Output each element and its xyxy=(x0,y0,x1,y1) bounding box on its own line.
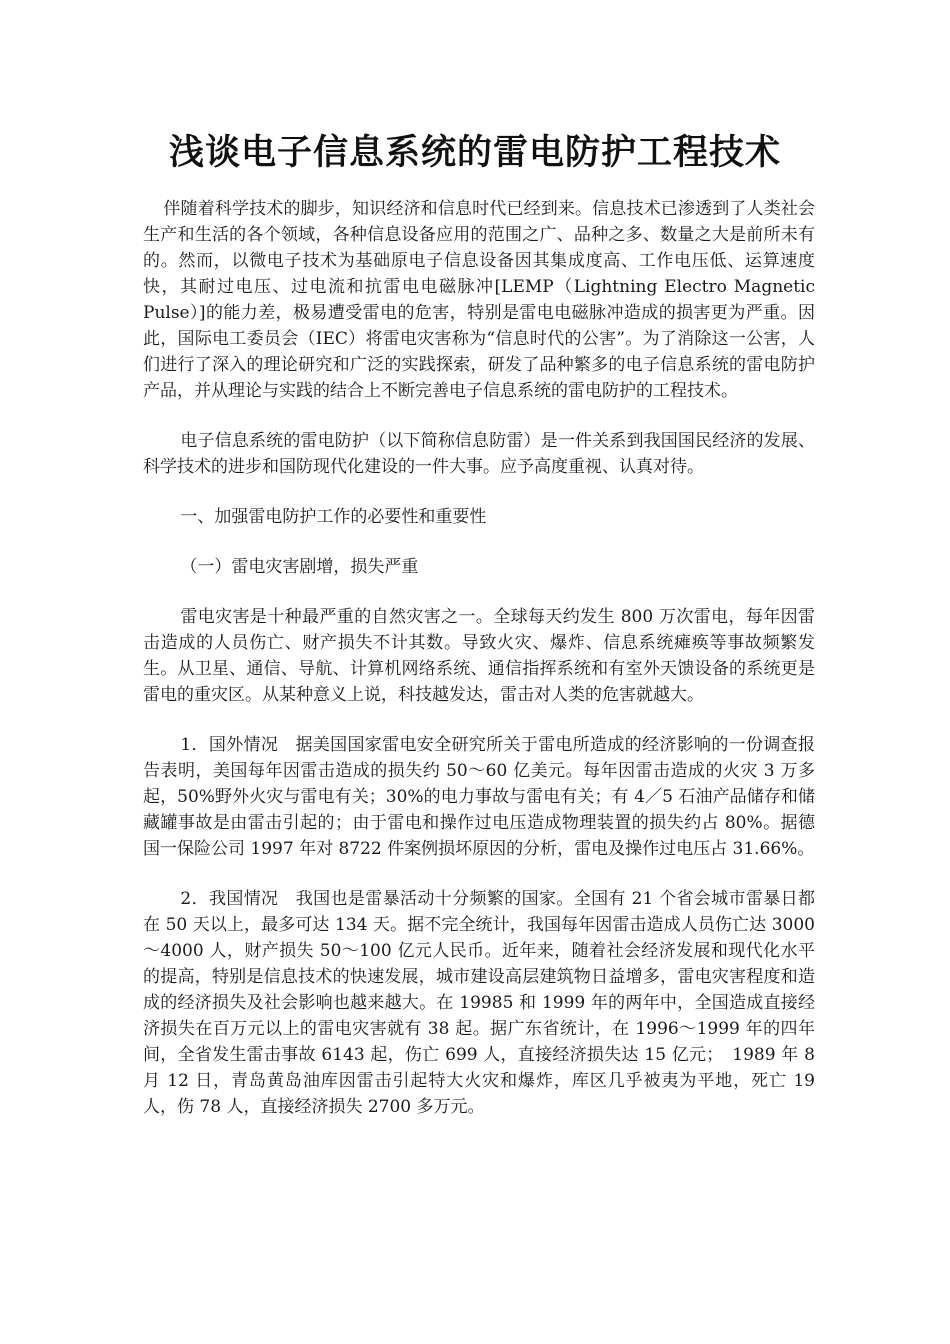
paragraph-domestic-situation: 2．我国情况 我国也是雷暴活动十分频繁的国家。全国有 21 个省会城市雷暴日都在 50 天以上，最多可达 134 天。据不完全统计，我国每年因雷击造成人员伤亡达 3000～4000 人，财产损失 50～100 亿元人民币。近年来，随着社会经济发展和现代化水平的提高，特别是信息技术的快速发展，城市建设高层建筑物日益增多，雷电灾害程度和造成的经济损失及社会影响也越来越大。在 19985 和 1999 年的两年中，全国造成直接经济损失在百万元以上的雷电灾害就有 38 起。据广东省统计，在 1996～1999 年的四年间，全省发生雷击事故 6143 起，伤亡 699 人，直接经济损失达 15 亿元； 1989 年 8 月 12 日，青岛黄岛油库因雷击引起特大火灾和爆炸，库区几乎被夷为平地，死亡 19 人，伤 78 人，直接经济损失 2700 多万元。 xyxy=(143,889,815,1117)
paragraph-lightning-disaster: 雷电灾害是十种最严重的自然灾害之一。全球每天约发生 800 万次雷电，每年因雷击造成的人员伤亡、财产损失不计其数。导致火灾、爆炸、信息系统瘫痪等事故频繁发生。从卫星、通信、导航、计算机网络系统、通信指挥系统和有室外天馈设备的系统更是雷电的重灾区。从某种意义上说，科技越发达，雷击对人类的危害就越大。 xyxy=(143,607,815,705)
paragraph-significance: 电子信息系统的雷电防护（以下简称信息防雷）是一件关系到我国国民经济的发展、科学技术的进步和国防现代化建设的一件大事。应予高度重视、认真对待。 xyxy=(143,431,815,477)
section-heading-1: 一、加强雷电防护工作的必要性和重要性 xyxy=(180,507,487,527)
subsection-heading-1: （一）雷电灾害剧增，损失严重 xyxy=(180,557,419,577)
document-title: 浅谈电子信息系统的雷电防护工程技术 xyxy=(168,133,781,173)
document-body xyxy=(143,196,815,1144)
paragraph-foreign-situation: 1．国外情况 据美国国家雷电安全研究所关于雷电所造成的经济影响的一份调查报告表明，美国每年因雷击造成的损失约 50～60 亿美元。每年因雷击造成的火灾 3 万多起，50%野外火灾与雷电有关；30%的电力事故与雷电有关；有 4／5 石油产品储存和储藏罐事故是由雷击引起的；由于雷电和操作过电压造成物理装置的损失约占 80%。据德国一保险公司 1997 年对 8722 件案例损坏原因的分析，雷电及操作过电压占 31.66%。 xyxy=(143,735,815,859)
paragraph-intro: 伴随着科学技术的脚步，知识经济和信息时代已经到来。信息技术已渗透到了人类社会生产和生活的各个领域，各种信息设备应用的范围之广、品种之多、数量之大是前所未有的。然而，以微电子技术为基础原电子信息设备因其集成度高、工作电压低、运算速度快，其耐过电压、过电流和抗雷电电磁脉冲[LEMP（Lightning Electro Magnetic Pulse）]的能力差，极易遭受雷电的危害，特别是雷电电磁脉冲造成的损害更为严重。因此，国际电工委员会（IEC）将雷电灾害称为“信息时代的公害”。为了消除这一公害，人们进行了深入的理论研究和广泛的实践探索，研发了品种繁多的电子信息系统的雷电防护产品，并从理论与实践的结合上不断完善电子信息系统的雷电防护的工程技术。 xyxy=(143,199,815,401)
